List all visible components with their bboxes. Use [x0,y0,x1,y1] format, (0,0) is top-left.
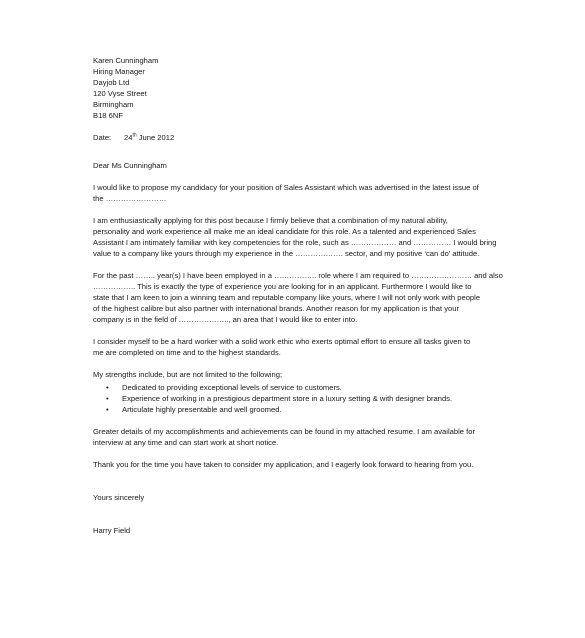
paragraph-2 [93,215,497,259]
date-rest: June 2012 [136,133,175,142]
date-day: 24 [124,133,133,142]
recipient-city: Birmingham [93,100,134,109]
paragraph-line: My strengths include, but are not limited to the following; [93,370,283,379]
list-item: • Experience of working in a prestigious department store in a luxury setting & with designer brands. [122,393,493,404]
paragraph-line: state that I am keen to join a winning team and reputable company like yours, where I will not only work with people [93,293,481,302]
paragraph-6 [93,426,493,448]
paragraph-line: I consider myself to be a hard worker with a solid work ethic who exerts optimal effort to ensure all tasks given to [93,337,471,346]
paragraph-line: me are completed on time and to the highest standards. [93,348,281,357]
recipient-postcode: B18 6NF [93,111,123,120]
paragraph-1 [93,182,493,204]
letter-date [93,132,493,143]
paragraph-line: interview at any time and can start work at short notice. [93,438,279,447]
paragraph-line: For the past …….. year(s) I have been employed in a …………….. role where I am required to …………………… and also [93,271,503,280]
paragraph-line: Greater details of my accomplishments and achievements can be found in my attached resume. I am available for [93,427,475,436]
paragraph-line: Thank you for the time you have taken to consider my application, and I eagerly look forward to hearing from you. [93,460,474,469]
salutation: Dear Ms Cunningham [93,161,167,170]
signature-name: Harry Field [93,526,131,535]
recipient-street: 120 Vyse Street [93,89,147,98]
closing: Yours sincerely [93,493,145,502]
paragraph-line: company is in the field of ……………….., an area that I would like to enter into. [93,315,358,324]
paragraph-7 [93,459,493,470]
paragraph-line: …………….. This is exactly the type of experience you are looking for in an applicant. Furthermore I would like to [93,282,472,291]
letter-body [93,55,503,536]
paragraph-5 [93,369,493,415]
paragraph-line: Assistant I am intimately familiar with key competencies for the role, such as ……………… and …………… I would bring [93,238,497,247]
strengths-list [93,382,493,415]
paragraph-line: I would like to propose my candidacy for your position of Sales Assistant which was advertised in the latest issue of [93,183,479,192]
paragraph-line: value to a company like yours through my experience in the ………………. sector, and my positive ‘can do’ attitude. [93,249,480,258]
paragraph-line: I am enthusiastically applying for this post because I firmly believe that a combination of my natural ability, [93,216,448,225]
date-suffix: th [132,132,137,139]
paragraph-4 [93,336,493,358]
recipient-company: Dayjob Ltd [93,78,130,87]
list-item: • Dedicated to providing exceptional levels of service to customers. [122,382,493,393]
paragraph-line: of the highest calibre but also partner with international brands. Another reason for my application is that your [93,304,459,313]
paragraph-line: the …………………… [93,194,167,203]
recipient-address [93,55,493,121]
date-label: Date: [93,133,112,142]
recipient-title: Hiring Manager [93,67,145,76]
list-item: • Articulate highly presentable and well groomed. [122,404,493,415]
paragraph-3 [93,270,503,325]
date-value [124,132,174,143]
paragraph-line: personality and work experience all make me an ideal candidate for this role. As a talented and experienced Sales [93,227,476,236]
recipient-name: Karen Cunningham [93,56,159,65]
